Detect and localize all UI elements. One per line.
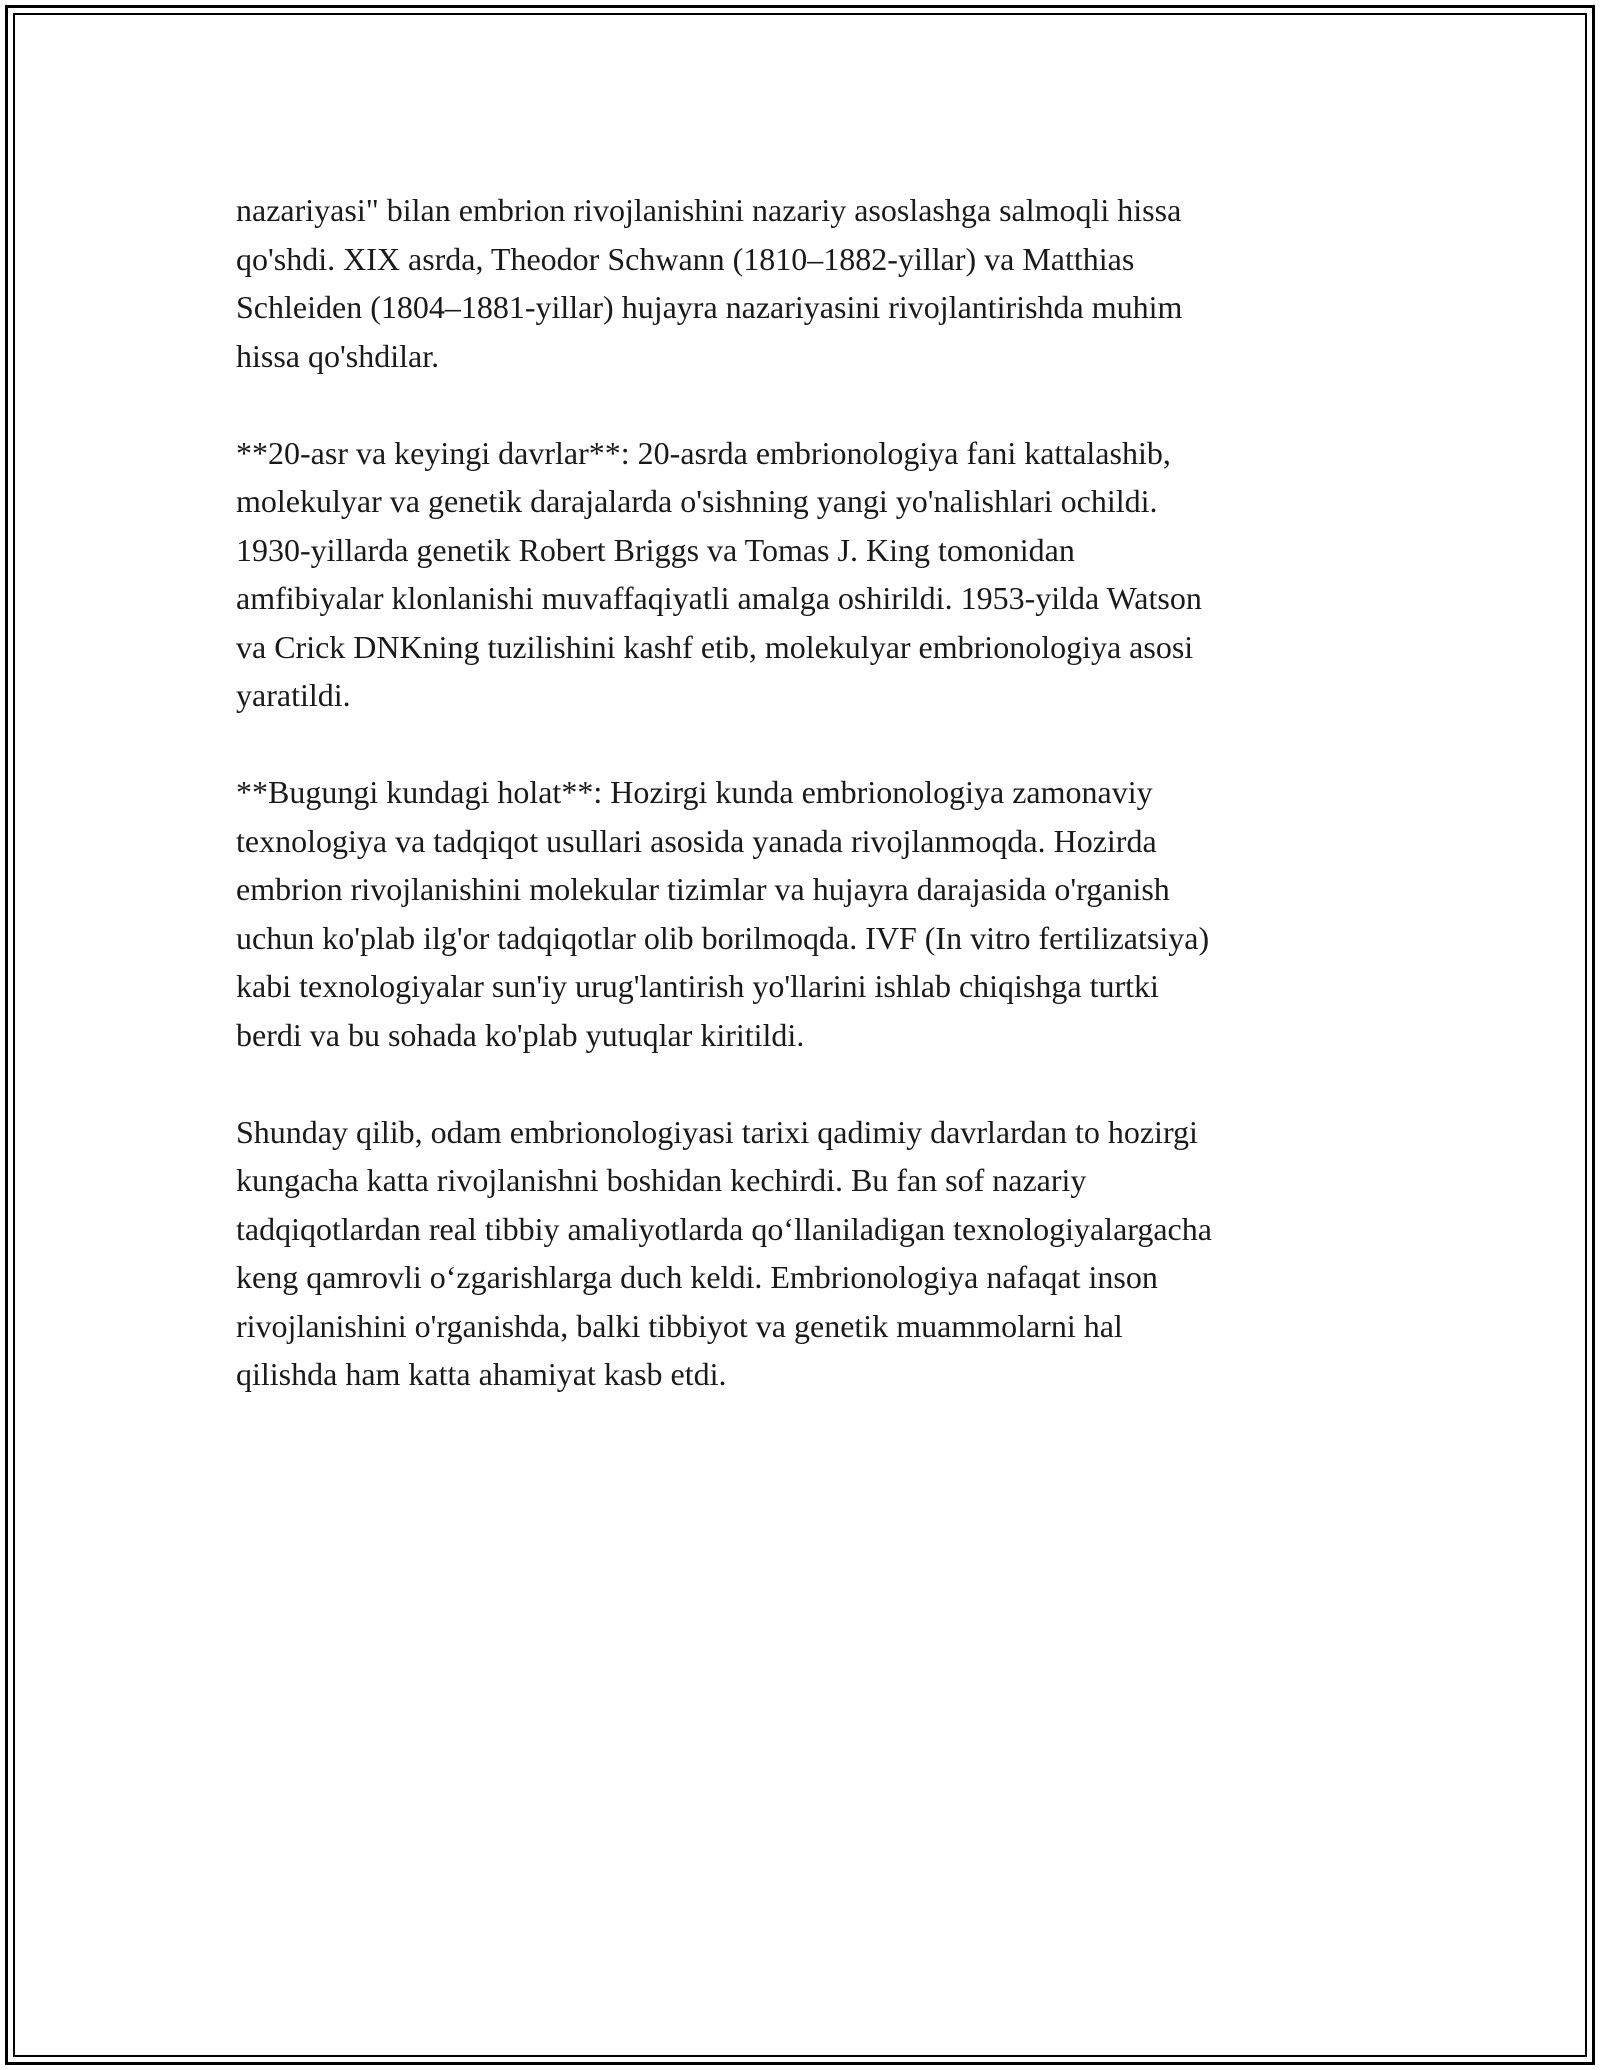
paragraph-cell-theory: nazariyasi" bilan embrion rivojlanishini nazariy asoslashga salmoqli hissa qo'shdi. XIX asrda, Theodor Schwann (1810–1882-yillar) va Matthias Schleiden (1804–1881-yillar) hujayra nazariyasini rivojlantirishda muhim hissa qo'shdilar. bbox=[236, 192, 1183, 374]
paragraph-current-state: **Bugungi kundagi holat**: Hozirgi kunda embrionologiya zamonaviy texnologiya va tadqiqot usullari asosida yanada rivojlanmoqda. Hozirda embrion rivojlanishini molekular tizimlar va hujayra darajasida o'rganish uchun ko'plab ilg'or tadqiqotlar olib borilmoqda. IVF (In vitro fertilizatsiya) kabi texnologiyalar sun'iy urug'lantirish yo'llarini ishlab chiqishga turtki berdi va bu sohada ko'plab yutuqlar kiritildi. bbox=[236, 774, 1210, 1053]
document-body bbox=[236, 186, 1366, 1447]
paragraph-20th-century: **20-asr va keyingi davrlar**: 20-asrda embrionologiya fani kattalashib, molekulyar va genetik darajalarda o'sishning yangi yo'nalishlari ochildi. 1930-yillarda genetik Robert Briggs va Tomas J. King tomonidan amfibiyalar klonlanishi muvaffaqiyatli amalga oshirildi. 1953-yilda Watson va Crick DNKning tuzilishini kashf etib, molekulyar embrionologiya asosi yaratildi. bbox=[236, 434, 1202, 713]
paragraph-conclusion: Shunday qilib, odam embrionologiyasi tarixi qadimiy davrlardan to hozirgi kungacha katta rivojlanishni boshidan kechirdi. Bu fan sof nazariy tadqiqotlardan real tibbiy amaliyotlarda qoʻllaniladigan texnologiyalargacha keng qamrovli oʻzgarishlarga duch keldi. Embrionologiya nafaqat inson rivojlanishini o'rganishda, balki tibbiyot va genetik muammolarni hal qilishda ham katta ahamiyat kasb etdi. bbox=[236, 1113, 1212, 1392]
